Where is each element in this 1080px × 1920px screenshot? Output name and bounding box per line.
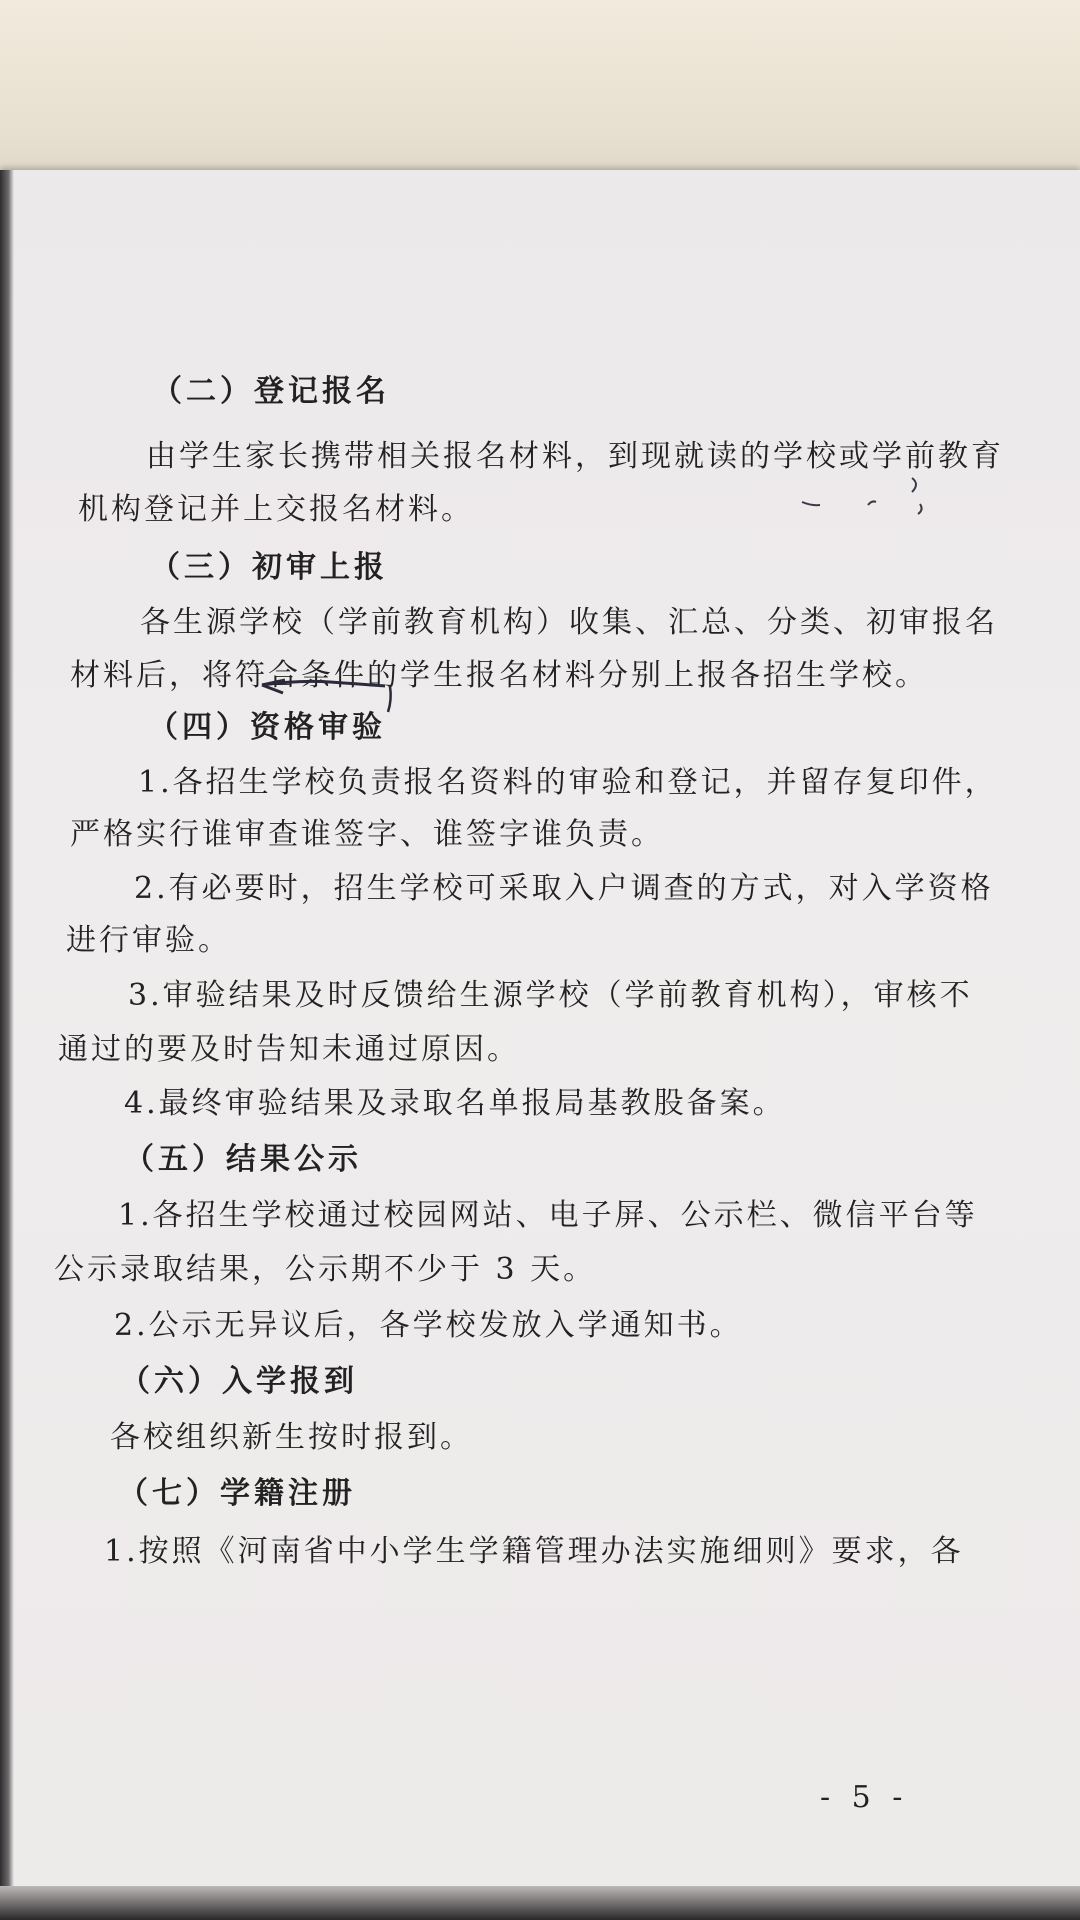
section-heading-6: （六）入学报到 (120, 1364, 358, 1399)
paragraph-line: 严格实行谁审查谁签字、谁签字谁负责。 (70, 817, 664, 852)
section-heading-2: （二）登记报名 (152, 374, 390, 409)
paragraph-line: 4.最终审验结果及录取名单报局基教股备案。 (124, 1086, 786, 1121)
section-heading-5: （五）结果公示 (124, 1142, 362, 1177)
paragraph-line: 材料后，将符合条件的学生报名材料分别上报各招生学校。 (70, 658, 928, 693)
paragraph-line: 1.各招生学校负责报名资料的审验和登记，并留存复印件， (138, 765, 998, 800)
paragraph-line: 机构登记并上交报名材料。 (78, 492, 474, 527)
paragraph-line: 1.各招生学校通过校园网站、电子屏、公示栏、微信平台等 (118, 1198, 978, 1233)
section-heading-3: （三）初审上报 (150, 550, 388, 585)
paragraph-line: 各生源学校（学前教育机构）收集、汇总、分类、初审报名 (140, 605, 998, 640)
paragraph-line: 1.按照《河南省中小学生学籍管理办法实施细则》要求，各 (104, 1534, 964, 1569)
paragraph-line: 3.审验结果及时反馈给生源学校（学前教育机构），审核不 (128, 978, 973, 1013)
paragraph-line: 由学生家长携带相关报名材料，到现就读的学校或学前教育 (146, 439, 1004, 474)
paragraph-line: 进行审验。 (66, 923, 231, 958)
page-number: - 5 - (820, 1780, 909, 1815)
section-heading-7: （七）学籍注册 (118, 1476, 356, 1511)
paragraph-line: 2.公示无异议后，各学校发放入学通知书。 (114, 1308, 743, 1343)
paragraph-line: 公示录取结果，公示期不少于 3 天。 (54, 1252, 597, 1287)
paragraph-line: 各校组织新生按时报到。 (110, 1420, 473, 1455)
section-heading-4: （四）资格审验 (148, 710, 386, 745)
paragraph-line: 2.有必要时，招生学校可采取入户调查的方式，对入学资格 (134, 871, 994, 906)
paragraph-line: 通过的要及时告知未通过原因。 (58, 1032, 520, 1067)
